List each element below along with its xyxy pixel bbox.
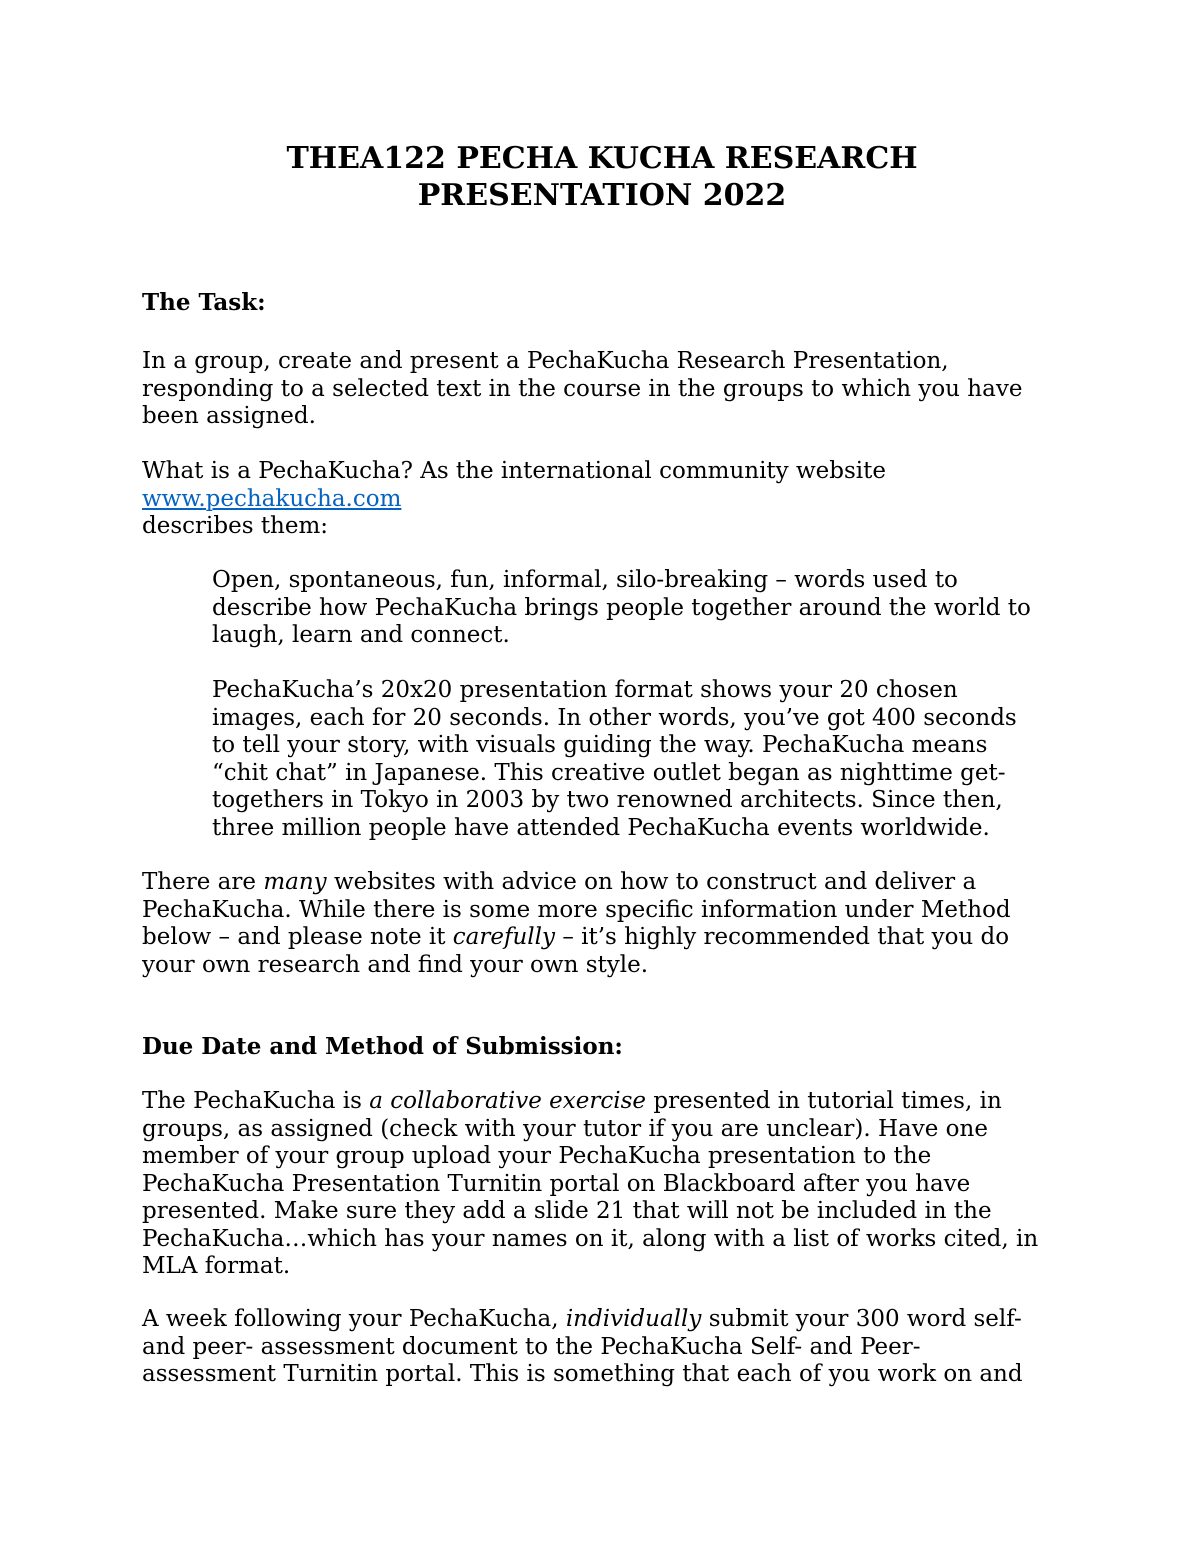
due-line-3: member of your group upload your PechaKucha presentation to the [142,1143,932,1169]
advice-paragraph [142,869,1062,979]
title-line-1: THEA122 PECHA KUCHA RESEARCH [286,141,918,176]
task-line-3: been assigned. [142,403,316,429]
week-following-paragraph [142,1306,1062,1389]
quote2-line-2: images, each for 20 seconds. In other words, you’ve got 400 seconds [212,704,1017,731]
due-line-1: The PechaKucha is a collaborative exercise presented in tutorial times, in [142,1088,1002,1114]
week-line-2: and peer- assessment document to the PechaKucha Self- and Peer- [142,1333,921,1360]
advice-line-2: PechaKucha. While there is some more specific information under Method [142,896,1011,923]
week-line-1: A week following your PechaKucha, individually submit your 300 word self- [142,1306,1022,1332]
document-title [142,140,1062,214]
emphasis-carefully: carefully [452,924,556,950]
advice-line-1: There are many websites with advice on how to construct and deliver a [142,869,977,895]
quote2-line-3: to tell your story, with visuals guiding the way. PechaKucha means [212,732,988,758]
task-line-2: responding to a selected text in the course in the groups to which you have [142,375,1023,402]
emphasis-many: many [263,869,327,895]
pechakucha-website-link[interactable]: www.pechakucha.com [142,485,402,512]
due-line-4: PechaKucha Presentation Turnitin portal on Blackboard after you have [142,1170,971,1197]
advice-line-4: your own research and find your own style. [142,951,649,978]
what-is-line-3: describes them: [142,513,329,539]
quote-paragraph-2 [212,677,1062,842]
due-line-5: presented. Make sure they add a slide 21 that will not be included in the [142,1198,992,1224]
task-heading: The Task: [142,289,266,316]
emphasis-individually: individually [565,1306,702,1332]
quote1-line-1: Open, spontaneous, fun, informal, silo-breaking – words used to [212,567,958,593]
quote2-line-5: togethers in Tokyo in 2003 by two renowned architects. Since then, [212,787,1003,813]
what-is-line-1: What is a PechaKucha? As the international community website [142,458,887,484]
task-line-1: In a group, create and present a PechaKucha Research Presentation, [142,348,949,374]
quote2-line-4: “chit chat” in Japanese. This creative outlet began as nighttime get- [212,759,1006,786]
week-line-3: assessment Turnitin portal. This is something that each of you work on and [142,1361,1023,1387]
due-date-paragraph [142,1088,1062,1281]
quote2-line-1: PechaKucha’s 20x20 presentation format shows your 20 chosen [212,677,958,703]
quote1-line-2: describe how PechaKucha brings people together around the world to [212,594,1031,621]
quote1-line-3: laugh, learn and connect. [212,622,510,648]
due-line-6: PechaKucha…which has your names on it, along with a list of works cited, in [142,1225,1039,1252]
advice-line-3: below – and please note it carefully – it’s highly recommended that you do [142,924,1010,950]
due-line-7: MLA format. [142,1253,291,1279]
due-date-heading: Due Date and Method of Submission: [142,1033,623,1060]
title-line-2: PRESENTATION 2022 [417,178,787,213]
what-is-paragraph [142,458,1062,541]
emphasis-collaborative: a collaborative exercise [369,1088,647,1114]
quote2-line-6: three million people have attended PechaKucha events worldwide. [212,814,990,841]
quote-paragraph-1 [212,567,1062,650]
task-paragraph [142,348,1062,431]
due-line-2: groups, as assigned (check with your tutor if you are unclear). Have one [142,1115,988,1142]
